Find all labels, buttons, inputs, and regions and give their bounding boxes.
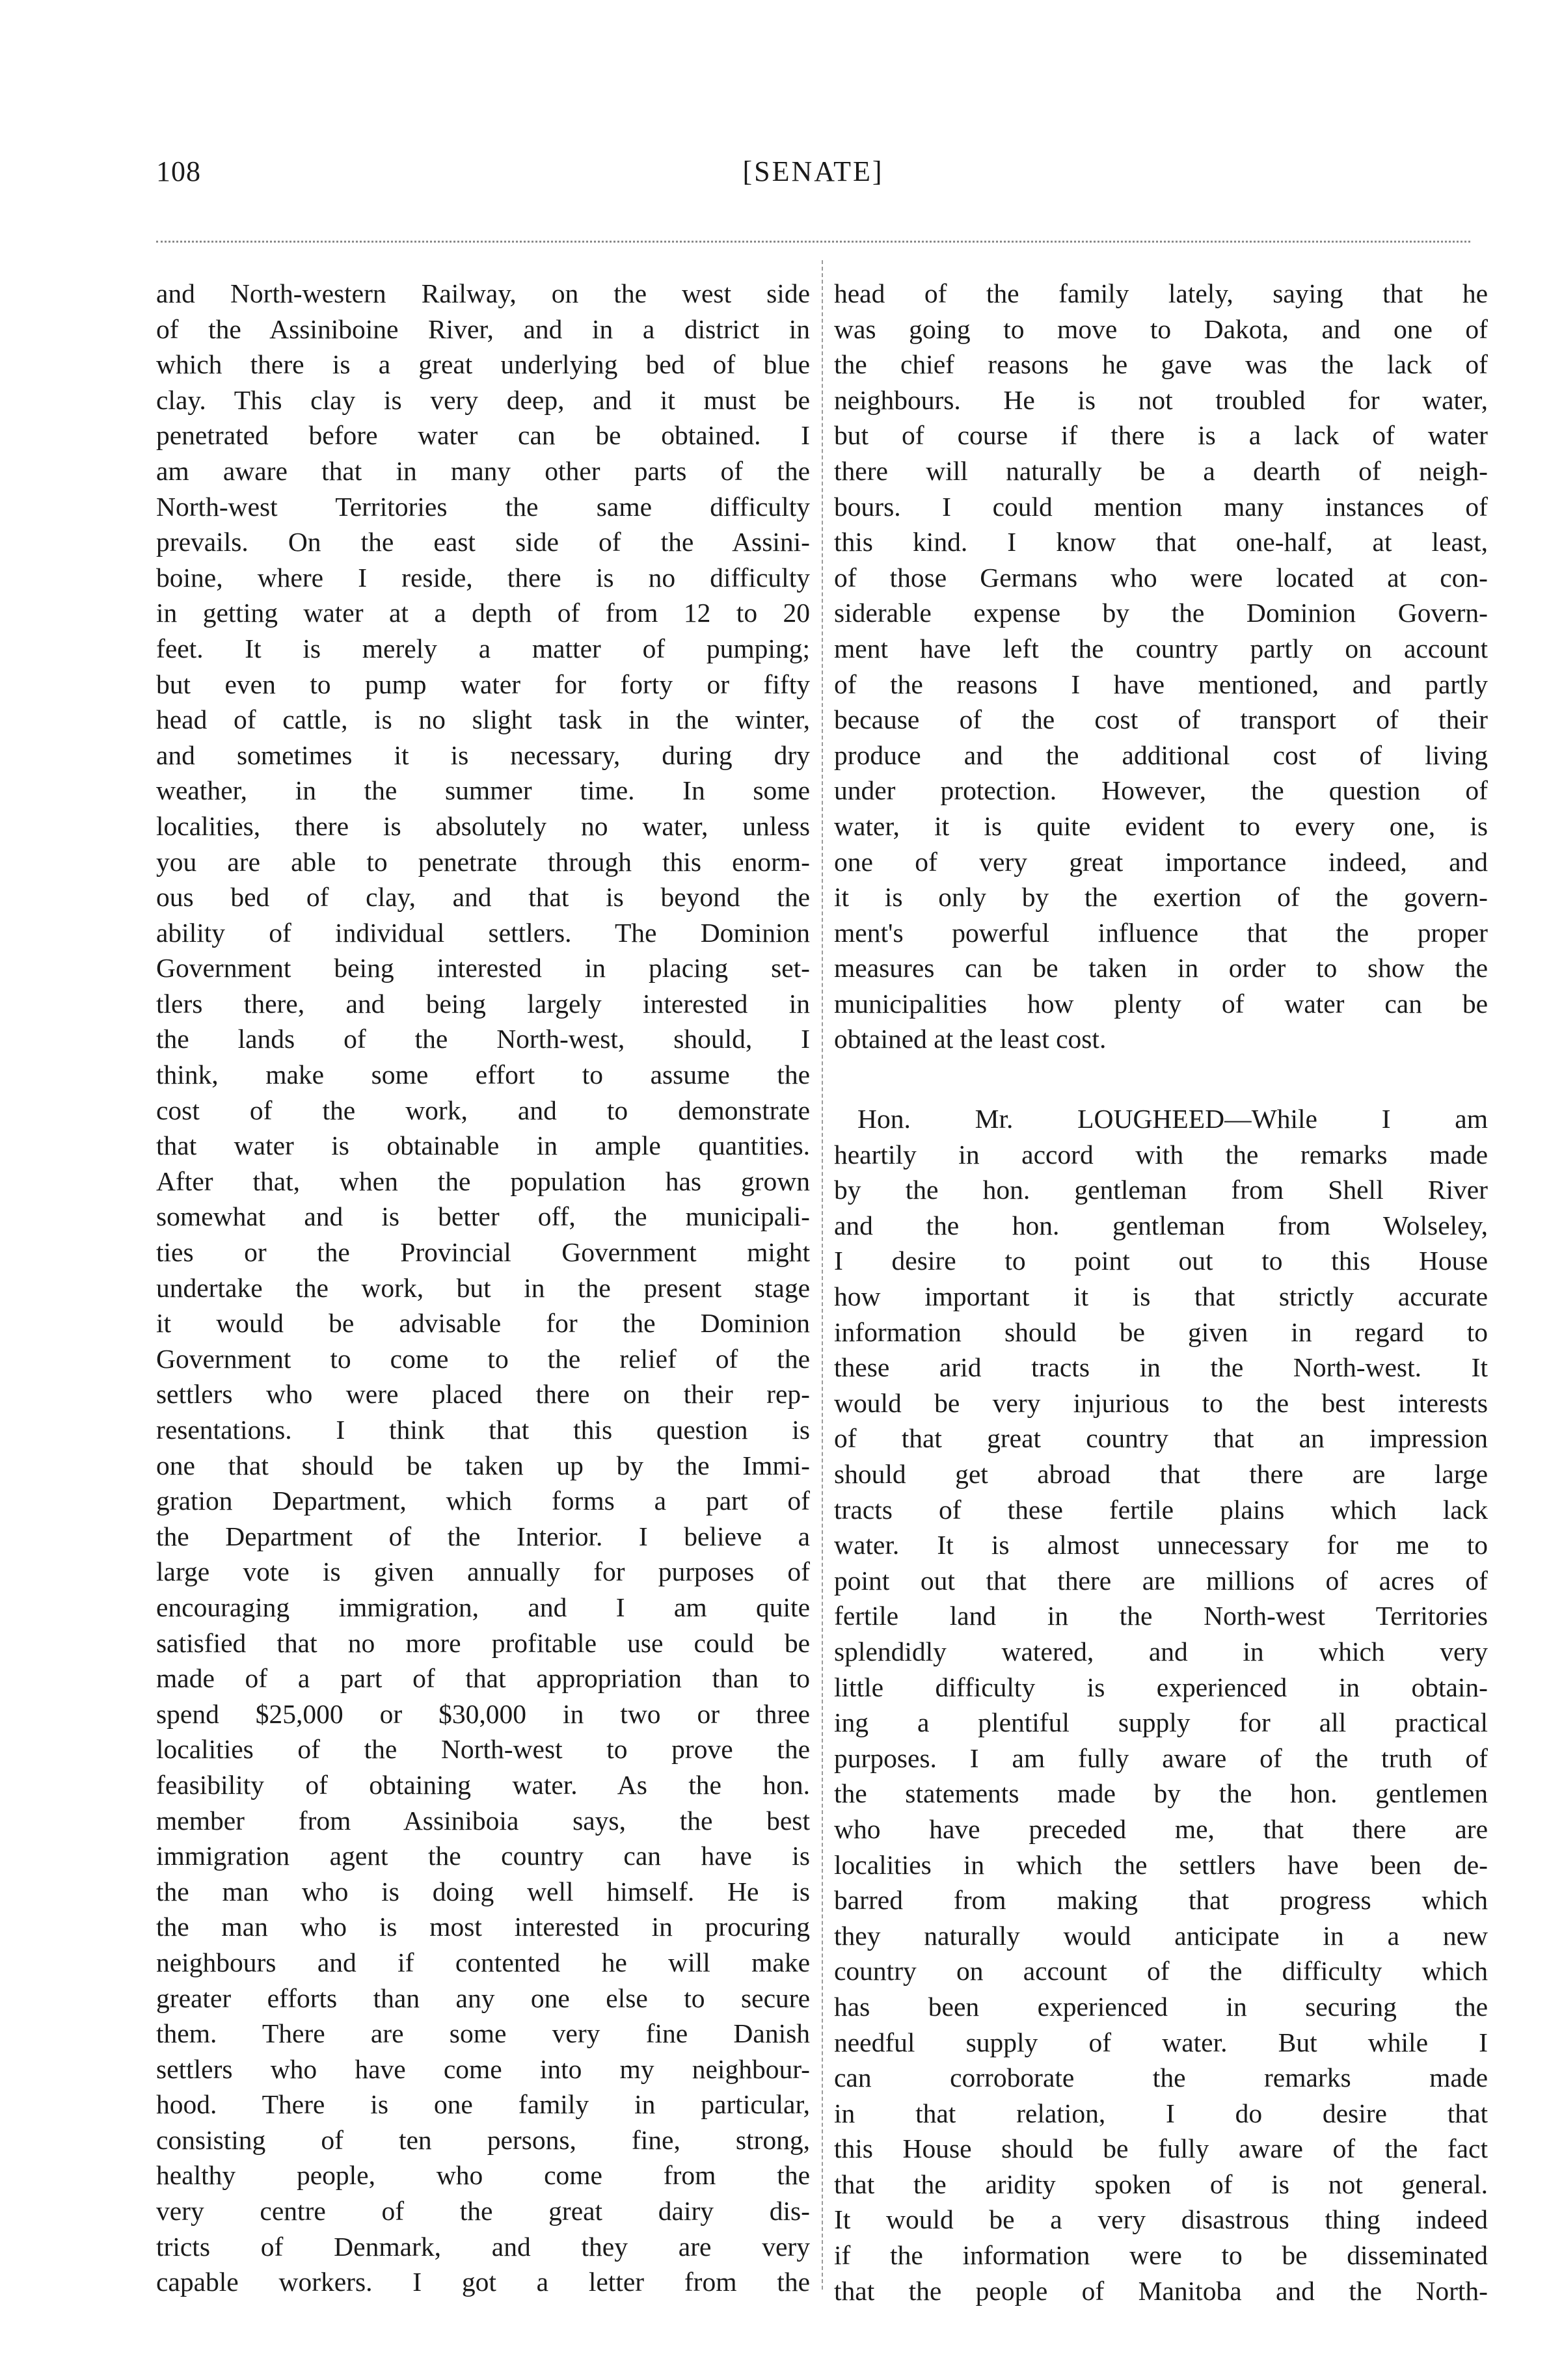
text-line: information should be given in regard to <box>834 1317 1488 1347</box>
text-line: measures can be taken in order to show the <box>834 953 1488 983</box>
text-line: penetrated before water can be obtained. I <box>156 420 810 451</box>
text-line: ability of individual settlers. The Dominion <box>156 917 810 948</box>
running-head: [SENATE] <box>742 155 884 187</box>
text-line: of that great country that an impression <box>834 1423 1488 1454</box>
text-line: capable workers. I got a letter from the <box>156 2267 810 2297</box>
lougheed-speech <box>834 1101 1488 2308</box>
right-column <box>834 276 1488 2308</box>
text-line: because of the cost of transport of their <box>834 704 1488 735</box>
text-line: tlers there, and being largely interested in <box>156 988 810 1019</box>
text-line: the man who is most interested in procuring <box>156 1912 810 1942</box>
text-line: municipalities how plenty of water can be <box>834 988 1488 1019</box>
text-line: little difficulty is experienced in obtain- <box>834 1672 1488 1702</box>
text-line: feasibility of obtaining water. As the hon. <box>156 1769 810 1800</box>
text-line: which there is a great underlying bed of blue <box>156 349 810 380</box>
text-line: it would be advisable for the Dominion <box>156 1308 810 1339</box>
text-line: ment's powerful influence that the proper <box>834 917 1488 948</box>
text-line: localities in which the settlers have been de- <box>834 1849 1488 1880</box>
text-line: the Department of the Interior. I believe a <box>156 1521 810 1551</box>
text-line: prevails. On the east side of the Assini- <box>156 527 810 557</box>
text-line: should get abroad that there are large <box>834 1459 1488 1489</box>
text-line: the lands of the North-west, should, I <box>156 1024 810 1054</box>
text-line: how important it is that strictly accurate <box>834 1281 1488 1312</box>
text-line: and sometimes it is necessary, during dry <box>156 740 810 770</box>
text-line: of the reasons I have mentioned, and partly <box>834 669 1488 699</box>
text-line: one that should be taken up by the Immi- <box>156 1450 810 1480</box>
text-line: Government to come to the relief of the <box>156 1343 810 1374</box>
text-line: would be very injurious to the best interests <box>834 1387 1488 1418</box>
text-line: ing a plentiful supply for all practical <box>834 1707 1488 1738</box>
text-line: that the people of Manitoba and the North- <box>834 2275 1488 2306</box>
text-line: After that, when the population has grown <box>156 1166 810 1196</box>
text-line: but even to pump water for forty or fifty <box>156 669 810 699</box>
page-number: 108 <box>156 155 201 187</box>
text-line: gration Department, which forms a part of <box>156 1486 810 1516</box>
text-line: them. There are some very fine Danish <box>156 2018 810 2049</box>
text-line: boine, where I reside, there is no difficulty <box>156 562 810 593</box>
text-line: has been experienced in securing the <box>834 1991 1488 2022</box>
text-line: barred from making that progress which <box>834 1885 1488 1916</box>
text-line: localities, there is absolutely no water, unless <box>156 810 810 841</box>
text-line: healthy people, who come from the <box>156 2160 810 2191</box>
text-line: settlers who were placed there on their rep- <box>156 1379 810 1410</box>
text-line: by the hon. gentleman from Shell River <box>834 1175 1488 1205</box>
text-line: heartily in accord with the remarks made <box>834 1139 1488 1170</box>
text-line: greater efforts than any one else to secure <box>156 1983 810 2013</box>
text-line: there will naturally be a dearth of neigh- <box>834 455 1488 486</box>
text-line: very centre of the great dairy dis- <box>156 2196 810 2226</box>
column-divider <box>822 260 823 2290</box>
text-line: they naturally would anticipate in a new <box>834 1920 1488 1951</box>
text-line: these arid tracts in the North-west. It <box>834 1352 1488 1383</box>
text-line: member from Assiniboia says, the best <box>156 1805 810 1836</box>
text-line: in that relation, I do desire that <box>834 2098 1488 2128</box>
text-line: the statements made by the hon. gentlemen <box>834 1778 1488 1809</box>
text-line: weather, in the summer time. In some <box>156 775 810 806</box>
text-line: this House should be fully aware of the fact <box>834 2133 1488 2164</box>
text-line: localities of the North-west to prove the <box>156 1734 810 1765</box>
text-line: Hon. Mr. LOUGHEED—While I am <box>857 1104 1488 1134</box>
right-column-continuation <box>834 276 1488 1057</box>
text-line: splendidly watered, and in which very <box>834 1636 1488 1666</box>
text-line: spend $25,000 or $30,000 in two or three <box>156 1698 810 1729</box>
text-line: ties or the Provincial Government might <box>156 1237 810 1268</box>
text-line: it is only by the exertion of the govern- <box>834 882 1488 913</box>
text-line: North-west Territories the same difficulty <box>156 491 810 522</box>
text-line: consisting of ten persons, fine, strong, <box>156 2124 810 2155</box>
text-line: that water is obtainable in ample quantities. <box>156 1130 810 1161</box>
text-line: purposes. I am fully aware of the truth of <box>834 1743 1488 1773</box>
text-line: fertile land in the North-west Territories <box>834 1601 1488 1631</box>
text-line: settlers who have come into my neighbour- <box>156 2053 810 2084</box>
text-line: country on account of the difficulty which <box>834 1956 1488 1986</box>
text-line: clay. This clay is very deep, and it must be <box>156 384 810 415</box>
text-line: feet. It is merely a matter of pumping; <box>156 633 810 663</box>
text-line: head of the family lately, saying that he <box>834 278 1488 308</box>
text-line: produce and the additional cost of living <box>834 740 1488 770</box>
text-line: of the Assiniboine River, and in a district in <box>156 314 810 344</box>
text-line: undertake the work, but in the present stage <box>156 1272 810 1303</box>
text-line: in getting water at a depth of from 12 to 20 <box>156 598 810 628</box>
text-line: encouraging immigration, and I am quite <box>156 1592 810 1622</box>
text-line: under protection. However, the question of <box>834 775 1488 806</box>
text-line: resentations. I think that this question is <box>156 1415 810 1445</box>
text-line: satisfied that no more profitable use could be <box>156 1627 810 1658</box>
text-line: cost of the work, and to demonstrate <box>156 1095 810 1125</box>
text-line: that the aridity spoken of is not general. <box>834 2169 1488 2199</box>
left-column <box>156 276 810 2300</box>
text-line: tricts of Denmark, and they are very <box>156 2231 810 2262</box>
text-line: you are able to penetrate through this enorm- <box>156 846 810 877</box>
text-line: hood. There is one family in particular, <box>156 2089 810 2120</box>
text-line: water, it is quite evident to every one, is <box>834 810 1488 841</box>
text-line: and North-western Railway, on the west side <box>156 278 810 308</box>
text-line: tracts of these fertile plains which lack <box>834 1494 1488 1525</box>
text-line: point out that there are millions of acres of <box>834 1565 1488 1596</box>
text-line: think, make some effort to assume the <box>156 1060 810 1090</box>
page-header <box>156 155 1470 200</box>
text-line: the man who is doing well himself. He is <box>156 1876 810 1906</box>
text-line: the chief reasons he gave was the lack of <box>834 349 1488 380</box>
text-line: who have preceded me, that there are <box>834 1813 1488 1844</box>
text-line: neighbours. He is not troubled for water, <box>834 384 1488 415</box>
text-line: one of very great importance indeed, and <box>834 846 1488 877</box>
text-line: this kind. I know that one-half, at least, <box>834 527 1488 557</box>
text-line: somewhat and is better off, the municipali- <box>156 1201 810 1232</box>
text-line: large vote is given annually for purposes of <box>156 1557 810 1587</box>
text-line: neighbours and if contented he will make <box>156 1947 810 1977</box>
text-line: I desire to point out to this House <box>834 1246 1488 1276</box>
text-line: bours. I could mention many instances of <box>834 491 1488 522</box>
text-line: was going to move to Dakota, and one of <box>834 314 1488 344</box>
text-line: It would be a very disastrous thing indeed <box>834 2204 1488 2235</box>
text-line: ment have left the country partly on account <box>834 633 1488 663</box>
text-line: head of cattle, is no slight task in the winter, <box>156 704 810 735</box>
text-line: immigration agent the country can have is <box>156 1841 810 1871</box>
text-line: needful supply of water. But while I <box>834 2027 1488 2057</box>
text-line: of those Germans who were located at con- <box>834 562 1488 593</box>
text-line: made of a part of that appropriation than to <box>156 1663 810 1694</box>
text-line: ous bed of clay, and that is beyond the <box>156 882 810 913</box>
text-line: obtained at the least cost. <box>834 1024 1107 1054</box>
paragraph-gap <box>834 1057 1488 1101</box>
text-line: am aware that in many other parts of the <box>156 455 810 486</box>
text-line: if the information were to be disseminated <box>834 2240 1488 2271</box>
text-line: siderable expense by the Dominion Govern- <box>834 598 1488 628</box>
text-line: but of course if there is a lack of water <box>834 420 1488 451</box>
text-line: and the hon. gentleman from Wolseley, <box>834 1210 1488 1240</box>
header-rule <box>156 241 1470 243</box>
text-line: can corroborate the remarks made <box>834 2063 1488 2093</box>
text-line: Government being interested in placing set- <box>156 953 810 983</box>
text-line: water. It is almost unnecessary for me to <box>834 1530 1488 1560</box>
